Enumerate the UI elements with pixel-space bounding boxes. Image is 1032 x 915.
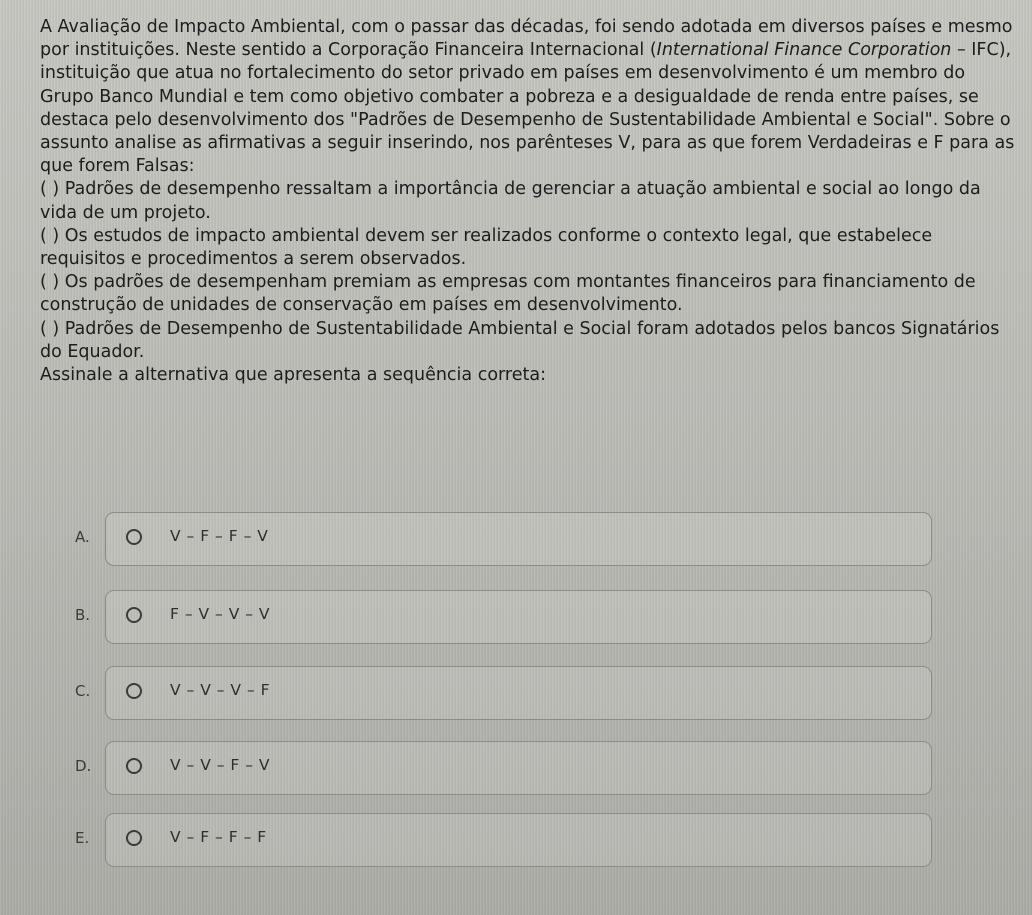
option-e-text: V – F – F – F <box>170 828 267 846</box>
statement-2: ( ) Os estudos de impacto ambiental devem ser realizados conforme o contexto legal, que estabelece requisitos e procedimentos a serem observados. <box>40 225 933 270</box>
option-a-text: V – F – F – V <box>170 527 269 545</box>
question-intro-italic: International Finance Corporation <box>656 40 952 61</box>
radio-unselected-icon[interactable] <box>126 758 142 774</box>
option-d-box[interactable] <box>105 741 932 795</box>
option-b[interactable] <box>75 590 955 646</box>
radio-unselected-icon[interactable] <box>126 607 142 623</box>
option-a[interactable] <box>75 512 955 568</box>
question-intro-part-1: A Avaliação de Impacto Ambiental, com o passar das décadas, foi sendo adotada em diversos países e mesmo por instituições. Neste sentido a Corporação Financeira Internacional ( <box>40 17 1013 61</box>
option-e-box[interactable] <box>105 813 932 867</box>
option-d-letter: D. <box>75 757 92 775</box>
option-a-box[interactable] <box>105 512 932 566</box>
statement-3: ( ) Os padrões de desempenham premiam as empresas com montantes financeiros para financiamento de construção de unidades de conservação em países em desenvolvimento. <box>40 272 976 316</box>
option-c-letter: C. <box>75 682 91 700</box>
option-b-letter: B. <box>75 606 91 624</box>
option-e-letter: E. <box>75 829 90 847</box>
question-intro-part-2: – IFC), instituição que atua no fortalecimento do setor privado em países em desenvolvimento é um membro do Grupo Banco Mundial e tem como objetivo combater a pobreza e a desigualdade de renda entre países, se destaca pelo desenvolvimento dos "Padrões de Desempenho de Sustentabilidade Ambiental e Social". Sobre o assunto analise as afirmativas a seguir inserindo, nos parênteses V, para as que forem Verdadeiras e F para as que forem Falsas: <box>40 40 1015 177</box>
option-b-box[interactable] <box>105 590 932 644</box>
statement-1: ( ) Padrões de desempenho ressaltam a importância de gerenciar a atuação ambiental e social ao longo da vida de um projeto. <box>40 179 981 223</box>
question-text <box>40 16 1015 387</box>
statement-4: ( ) Padrões de Desempenho de Sustentabilidade Ambiental e Social foram adotados pelos bancos Signatários do Equador. <box>40 318 1000 362</box>
option-d-text: V – V – F – V <box>170 756 271 774</box>
option-e[interactable] <box>75 813 955 869</box>
option-c[interactable] <box>75 666 955 722</box>
option-d[interactable] <box>75 741 955 797</box>
question-prompt: Assinale a alternativa que apresenta a sequência correta: <box>40 365 546 386</box>
radio-unselected-icon[interactable] <box>126 529 142 545</box>
option-b-text: F – V – V – V <box>170 605 271 623</box>
option-c-text: V – V – V – F <box>170 681 271 699</box>
question-intro <box>40 16 1015 178</box>
option-a-letter: A. <box>75 528 90 546</box>
radio-unselected-icon[interactable] <box>126 830 142 846</box>
radio-unselected-icon[interactable] <box>126 683 142 699</box>
option-c-box[interactable] <box>105 666 932 720</box>
